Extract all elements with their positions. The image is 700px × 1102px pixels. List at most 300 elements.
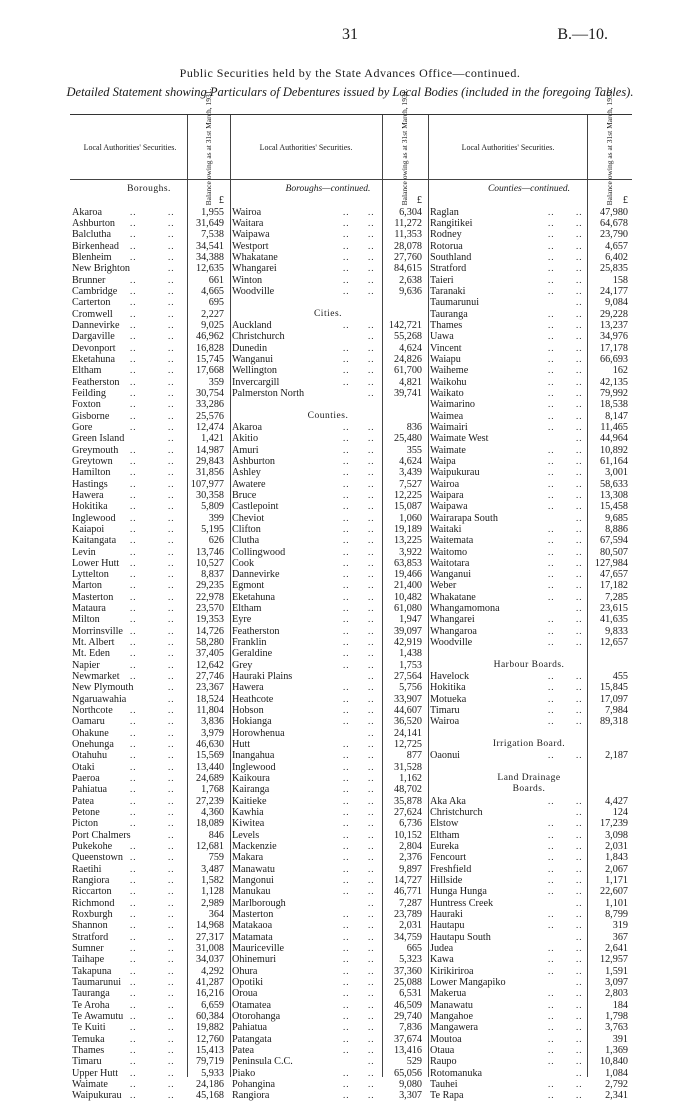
leader-dots: .. [576,920,583,931]
balance-value: 25,480 [393,433,422,445]
balance-value: 42,135 [599,376,628,388]
table-row [428,1022,630,1033]
table-row [70,830,228,841]
authority-name: Hobson [232,705,264,717]
authority-name: Mangahoe [430,1010,473,1022]
leader-dots: .. [548,841,555,852]
leader-dots: .. [168,841,175,852]
authority-name: Cambridge [72,285,118,297]
authority-name: Pahiatua [72,784,108,796]
table-row [230,275,426,286]
table-row [428,388,630,399]
balance-value: £ [622,195,628,207]
authority-name: Akitio [232,433,259,445]
table-column [70,184,228,1102]
balance-value: 2,376 [399,852,422,864]
leader-dots: .. [168,1010,175,1021]
balance-value: 11,465 [600,421,628,433]
authority-name: Waitomo [430,546,468,558]
balance-value: 16,828 [195,342,224,354]
balance-value: 13,237 [599,319,628,331]
balance-value: 6,402 [605,251,628,263]
leader-dots: .. [168,614,175,625]
table-row [428,1068,630,1079]
leader-dots: .. [576,909,583,919]
balance-value: 4,427 [605,795,628,807]
table-row [428,1090,630,1101]
leader-dots: .. [130,319,137,330]
leader-dots: .. [130,727,137,738]
balance-value: 8,147 [605,410,628,422]
balance-value: 3,439 [399,467,422,479]
balance-value: 24,826 [393,353,422,365]
balance-value: 364 [208,909,224,920]
table-row [70,694,228,705]
table-row [428,603,630,614]
blank-row [428,648,630,659]
table-row [428,535,630,546]
balance-value: 35,878 [393,795,422,807]
balance-value: 14,726 [195,625,224,637]
balance-value: 24,141 [393,727,422,739]
leader-dots: .. [368,863,375,874]
leader-dots: .. [576,795,583,806]
leader-dots: .. [548,285,555,296]
leader-dots: .. [130,512,137,523]
balance-value: 877 [406,750,422,762]
authority-name: Napier [72,659,100,671]
balance-value: 23,367 [195,682,224,694]
table-row [230,660,426,671]
balance-value: 13,746 [195,546,224,558]
blank-row [428,728,630,739]
table-row [230,694,426,705]
leader-dots: .. [576,376,583,387]
authority-name: Featherston [232,625,280,637]
leader-dots: .. [168,501,175,512]
balance-value: 1,947 [399,614,422,626]
table-row [428,682,630,693]
leader-dots: .. [343,818,350,829]
authority-name: Ashburton [232,455,276,467]
leader-dots: .. [343,976,350,987]
leader-dots: .. [343,750,350,761]
balance-value: 759 [208,852,224,864]
table-row [428,524,630,535]
balance-value: 1,768 [201,784,224,796]
balance-value: 6,659 [201,999,224,1011]
authority-name: Southland [430,251,472,263]
leader-dots: .. [343,773,350,784]
leader-dots: .. [548,705,555,716]
balance-value: 1,798 [605,1010,628,1022]
leader-dots: .. [343,478,350,489]
authority-name: Levin [72,546,96,558]
leader-dots: .. [168,569,175,580]
balance-value: 142,721 [388,319,422,331]
balance-value: 13,416 [393,1044,422,1056]
authority-name: Ohakune [72,727,109,739]
leader-dots: .. [368,705,375,716]
table-row [428,343,630,354]
leader-dots: .. [168,557,175,568]
authority-name: Wairarapa South [430,512,498,524]
leader-dots: .. [368,875,375,886]
leader-dots: .. [168,591,175,602]
table-row [428,818,630,829]
authority-name: Pukekohe [72,841,113,853]
leader-dots: .. [368,886,375,897]
balance-value: 17,178 [599,342,628,354]
table-row [70,354,228,365]
leader-dots: .. [343,637,350,648]
authority-name: Raglan [430,206,459,218]
leader-dots: .. [343,489,350,500]
table-row [428,433,630,444]
table-row [70,988,228,999]
leader-dots: .. [343,523,350,534]
leader-dots: .. [368,274,375,285]
leader-dots: .. [130,976,137,987]
table-row [230,252,426,263]
table-row [428,365,630,376]
table-row [428,864,630,875]
leader-dots: .. [368,852,375,863]
balance-value: 34,759 [393,931,422,943]
authority-name: Ngaruawahia [72,693,127,705]
table-row [70,456,228,467]
table-row [70,682,228,693]
leader-dots: .. [576,535,583,546]
authority-name: Wairoa [430,478,460,490]
leader-dots: .. [130,863,137,874]
leader-dots: .. [548,829,555,840]
balance-value: 4,821 [399,376,422,388]
leader-dots: .. [343,614,350,625]
authority-name: Palmerston North [232,387,305,399]
leader-dots: .. [548,1022,555,1033]
authority-name: Marton [72,580,102,592]
table-row [428,490,630,501]
table-row [70,343,228,354]
leader-dots: .. [130,342,137,353]
leader-dots: .. [343,421,350,432]
leader-dots: .. [168,875,175,886]
leader-dots: .. [168,229,175,240]
table-row [70,773,228,784]
table-row [428,377,630,388]
balance-value: 9,833 [605,625,628,637]
balance-value: 27,760 [393,251,422,263]
leader-dots: .. [168,217,175,228]
leader-dots: .. [368,478,375,489]
leader-dots: .. [343,863,350,874]
table-row [70,479,228,490]
authority-name: Hunga Hunga [430,886,487,898]
table-row [428,750,630,761]
authority-name: Uawa [430,331,454,343]
leader-dots: .. [168,512,175,523]
table-row [428,1034,630,1045]
authority-name: Masterton [72,591,114,603]
leader-dots: .. [576,875,583,886]
table-row [70,1034,228,1045]
table-row [230,501,426,512]
table-row [428,331,630,342]
balance-value: 31,528 [393,761,422,773]
balance-value: 27,239 [195,795,224,807]
authority-name: Waikato [430,387,464,399]
authority-name: Onehunga [72,739,114,751]
leader-dots: .. [343,942,350,953]
authority-name: Waikohu [430,376,467,388]
balance-value: 15,413 [195,1044,224,1056]
leader-dots: .. [168,750,175,761]
leader-dots: .. [368,319,375,330]
leader-dots: .. [576,931,583,942]
authority-name: Whakatane [232,251,278,263]
leader-dots: .. [548,693,555,704]
column-header-balance: Balance owing as at 31st March, 1931. [399,88,409,206]
leader-dots: .. [576,1078,583,1089]
table-row [230,558,426,569]
authority-name: Wairoa [232,206,262,218]
leader-dots: .. [168,1090,175,1101]
leader-dots: .. [548,308,555,319]
header-rule [70,179,632,180]
section-heading: Counties—continued. [487,184,571,194]
leader-dots: .. [168,546,175,557]
leader-dots: .. [548,489,555,500]
authority-name: Franklin [232,637,267,649]
table-row [428,501,630,512]
leader-dots: .. [168,931,175,942]
leader-dots: .. [168,795,175,806]
table-row [428,320,630,331]
balance-value: 46,771 [393,886,422,898]
table-row [70,467,228,478]
leader-dots: .. [130,591,137,602]
authority-name: Ashley [232,467,261,479]
leader-dots: .. [130,659,137,670]
authority-name: Queenstown [72,852,123,864]
leader-dots: .. [130,421,137,432]
table-row [230,524,426,535]
balance-value: 24,186 [195,1078,224,1090]
leader-dots: .. [368,569,375,580]
table-row [70,637,228,648]
table-row [230,331,426,342]
authority-name: Kaitieke [232,795,267,807]
leader-dots: .. [548,909,555,919]
leader-dots: .. [368,727,375,738]
leader-dots: .. [548,818,555,829]
authority-name: Kiwitea [232,818,265,830]
authority-name: New Plymouth [72,682,134,694]
authority-name: Ashburton [72,217,116,229]
leader-dots: .. [576,1056,583,1067]
column-header-authority: Local Authorities' Securities. [83,143,177,152]
table-row [70,501,228,512]
leader-dots: .. [548,1078,555,1089]
leader-dots: .. [130,557,137,568]
page-title: Public Securities held by the State Advances Office—continued. [179,66,521,80]
authority-name: Hokitika [430,682,466,694]
authority-name: Taumarunui [430,297,480,309]
balance-value: 13,225 [393,535,422,547]
table-row [70,524,228,535]
table-row [70,569,228,580]
table-row [230,966,426,977]
table-row [70,1045,228,1056]
balance-value: 12,725 [393,739,422,751]
leader-dots: .. [368,659,375,670]
leader-dots: .. [576,489,583,500]
authority-name: Hokianga [232,716,272,728]
table-row [70,365,228,376]
table-row [70,218,228,229]
leader-dots: .. [368,671,375,682]
table-row [70,1056,228,1067]
leader-dots: .. [130,1056,137,1067]
table-row [428,569,630,580]
section-heading: Harbour Boards. [493,659,565,670]
leader-dots: .. [576,614,583,625]
balance-value: 39,097 [393,625,422,637]
authority-name: Featherston [72,376,120,388]
leader-dots: .. [130,637,137,648]
table-row [70,252,228,263]
balance-value: 7,527 [399,478,422,490]
authority-name: Thames [430,319,463,331]
authority-name: Aka Aka [430,795,466,807]
leader-dots: .. [576,1090,583,1101]
table-row [428,909,630,920]
table-row [230,988,426,999]
authority-name: Ohinemuri [232,954,277,966]
balance-value: 367 [612,931,628,943]
leader-dots: .. [130,410,137,421]
authority-name: Eltham [232,603,262,615]
leader-dots: .. [548,625,555,636]
authority-name: Hutt [232,739,251,751]
balance-value: 46,962 [195,331,224,343]
leader-dots: .. [168,965,175,976]
authority-name: Huntress Creek [430,897,494,909]
leader-dots: .. [130,875,137,886]
balance-value: 30,754 [195,387,224,399]
table-row [70,954,228,965]
leader-dots: .. [168,761,175,772]
table-row [428,275,630,286]
table-row [230,1000,426,1011]
authority-name: Oroua [232,988,258,1000]
authority-name: Mataura [72,603,106,615]
table-row [70,297,228,308]
table-row [70,433,228,444]
leader-dots: .. [576,274,583,285]
leader-dots: .. [130,716,137,727]
leader-dots: .. [343,795,350,806]
balance-value: 124 [612,807,628,819]
table-row [230,320,426,331]
leader-dots: .. [368,1056,375,1067]
leader-dots: .. [343,931,350,942]
leader-dots: .. [130,308,137,319]
authority-name: Raetihi [72,863,102,875]
balance-value: 31,856 [195,467,224,479]
leader-dots: .. [368,976,375,987]
leader-dots: .. [130,229,137,240]
table-row [230,648,426,659]
leader-dots: .. [576,342,583,353]
authority-name: Makerua [430,988,467,1000]
table-row [230,864,426,875]
table-row [70,388,228,399]
balance-value: 36,520 [393,716,422,728]
leader-dots: .. [548,580,555,591]
table-row [230,1090,426,1101]
table-row [428,943,630,954]
leader-dots: .. [168,274,175,285]
authority-name: Piako [232,1067,256,1079]
balance-value: 27,746 [195,671,224,683]
authority-name: Taihape [72,954,105,966]
balance-value: 44,607 [393,705,422,717]
leader-dots: .. [343,875,350,886]
authority-name: Waipukurau [430,467,480,479]
leader-dots: .. [368,217,375,228]
balance-value: 2,989 [201,897,224,909]
table-row [428,195,630,206]
leader-dots: .. [343,716,350,727]
balance-value: 33,286 [195,399,224,411]
leader-dots: .. [576,1067,583,1078]
leader-dots: .. [548,319,555,330]
authority-name: Roxburgh [72,909,113,920]
table-row [428,354,630,365]
table-row [230,377,426,388]
leader-dots: .. [576,841,583,852]
leader-dots: .. [168,693,175,704]
balance-value: 63,853 [393,557,422,569]
balance-value: 10,152 [393,829,422,841]
authority-name: Kaitangata [72,535,117,547]
table-row [428,207,630,218]
leader-dots: .. [168,410,175,421]
leader-dots: .. [368,353,375,364]
authority-name: Tauhei [430,1078,458,1090]
leader-dots: .. [168,829,175,840]
authority-name: Sumner [72,942,104,954]
balance-value: 45,168 [195,1090,224,1102]
leader-dots: .. [548,852,555,863]
authority-name: Wanganui [232,353,274,365]
table-row [428,263,630,274]
authority-name: Wairoa [430,716,460,728]
authority-name: Newmarket [72,671,120,683]
balance-value: 10,840 [599,1056,628,1068]
balance-value: 17,239 [599,818,628,830]
leader-dots: .. [130,399,137,410]
table-row [70,671,228,682]
authority-name: Mackenzie [232,841,277,853]
table-row [70,331,228,342]
leader-dots: .. [576,319,583,330]
table-row [70,898,228,909]
balance-value: 9,080 [399,1078,422,1090]
table-row [428,796,630,807]
